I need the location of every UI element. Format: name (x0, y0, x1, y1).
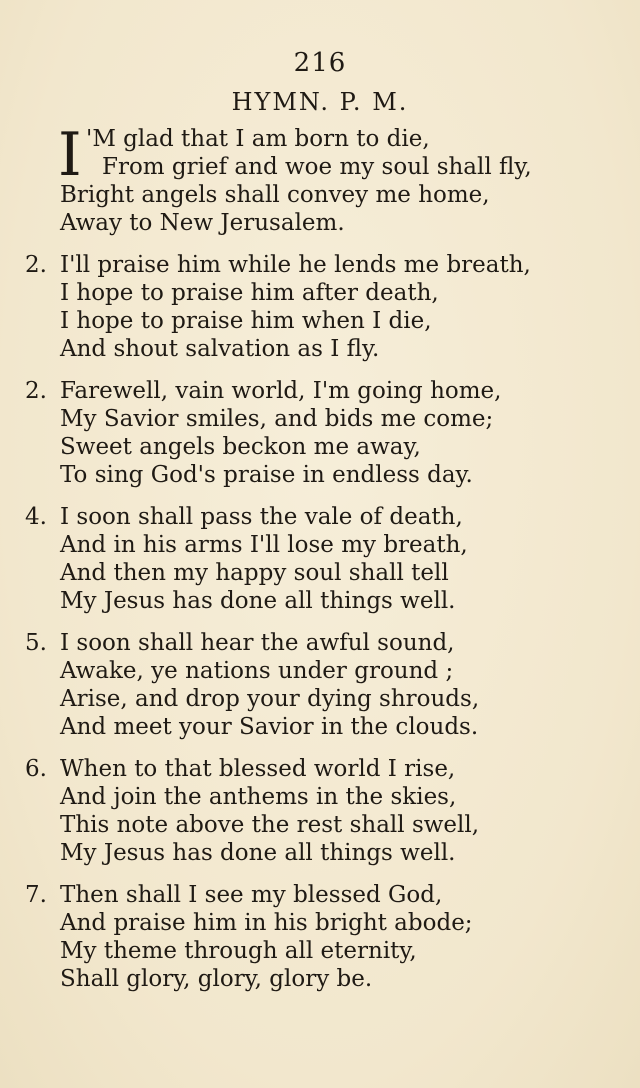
verse-4 (0, 503, 640, 615)
verse-line: Awake, ye nations under ground ; (60, 658, 454, 684)
verse-number: 6. (25, 756, 47, 782)
verse-line: My Jesus has done all things well. (60, 840, 456, 866)
verse-line: Arise, and drop your dying shrouds, (60, 686, 480, 712)
verse-line: Farewell, vain world, I'm going home, (60, 378, 502, 404)
verse-6 (0, 755, 640, 867)
verse-line: And shout salvation as I fly. (60, 336, 380, 362)
verse-number: 2. (25, 252, 47, 278)
verse-line: When to that blessed world I rise, (60, 756, 456, 782)
drop-cap: I (58, 120, 82, 190)
verse-line: My theme through all eternity, (60, 938, 417, 964)
verse-line: This note above the rest shall swell, (60, 812, 480, 838)
verse-5 (0, 629, 640, 741)
verse-line: Bright angels shall convey me home, (60, 182, 490, 208)
verse-number: 4. (25, 504, 47, 530)
verse-3 (0, 377, 640, 489)
verse-number: 7. (25, 882, 47, 908)
verse-line: And join the anthems in the skies, (60, 784, 457, 810)
verse-line: My Jesus has done all things well. (60, 588, 456, 614)
verse-7 (0, 881, 640, 993)
verse-line: Then shall I see my blessed God, (60, 882, 443, 908)
verse-line: Shall glory, glory, glory be. (60, 966, 373, 992)
verse-line: I soon shall pass the vale of death, (60, 504, 463, 530)
verse-line: I hope to praise him when I die, (60, 308, 432, 334)
page-number: 216 (293, 48, 347, 78)
verse-2 (0, 251, 640, 363)
verse-line: And praise him in his bright abode; (60, 910, 473, 936)
verse-line: Sweet angels beckon me away, (60, 434, 421, 460)
verse-number: 2. (25, 378, 47, 404)
verse-line: I'll praise him while he lends me breath, (60, 252, 531, 278)
verse-line: My Savior smiles, and bids me come; (60, 406, 494, 432)
verse-line: I hope to praise him after death, (60, 280, 439, 306)
verse-line: And meet your Savior in the clouds. (60, 714, 479, 740)
verse-line: I soon shall hear the awful sound, (60, 630, 455, 656)
verse-line: 'M glad that I am born to die, (86, 126, 430, 152)
verse-line: To sing God's praise in endless day. (60, 462, 473, 488)
hymn-title: HYMN. P. M. (231, 88, 409, 116)
verse-line: From grief and woe my soul shall fly, (102, 154, 532, 180)
verse-line: Away to New Jerusalem. (60, 210, 345, 236)
verse-line: And then my happy soul shall tell (60, 560, 449, 586)
verse-1 (0, 120, 640, 237)
verses-container (0, 120, 640, 1007)
verse-line: And in his arms I'll lose my breath, (60, 532, 468, 558)
verse-number: 5. (25, 630, 47, 656)
